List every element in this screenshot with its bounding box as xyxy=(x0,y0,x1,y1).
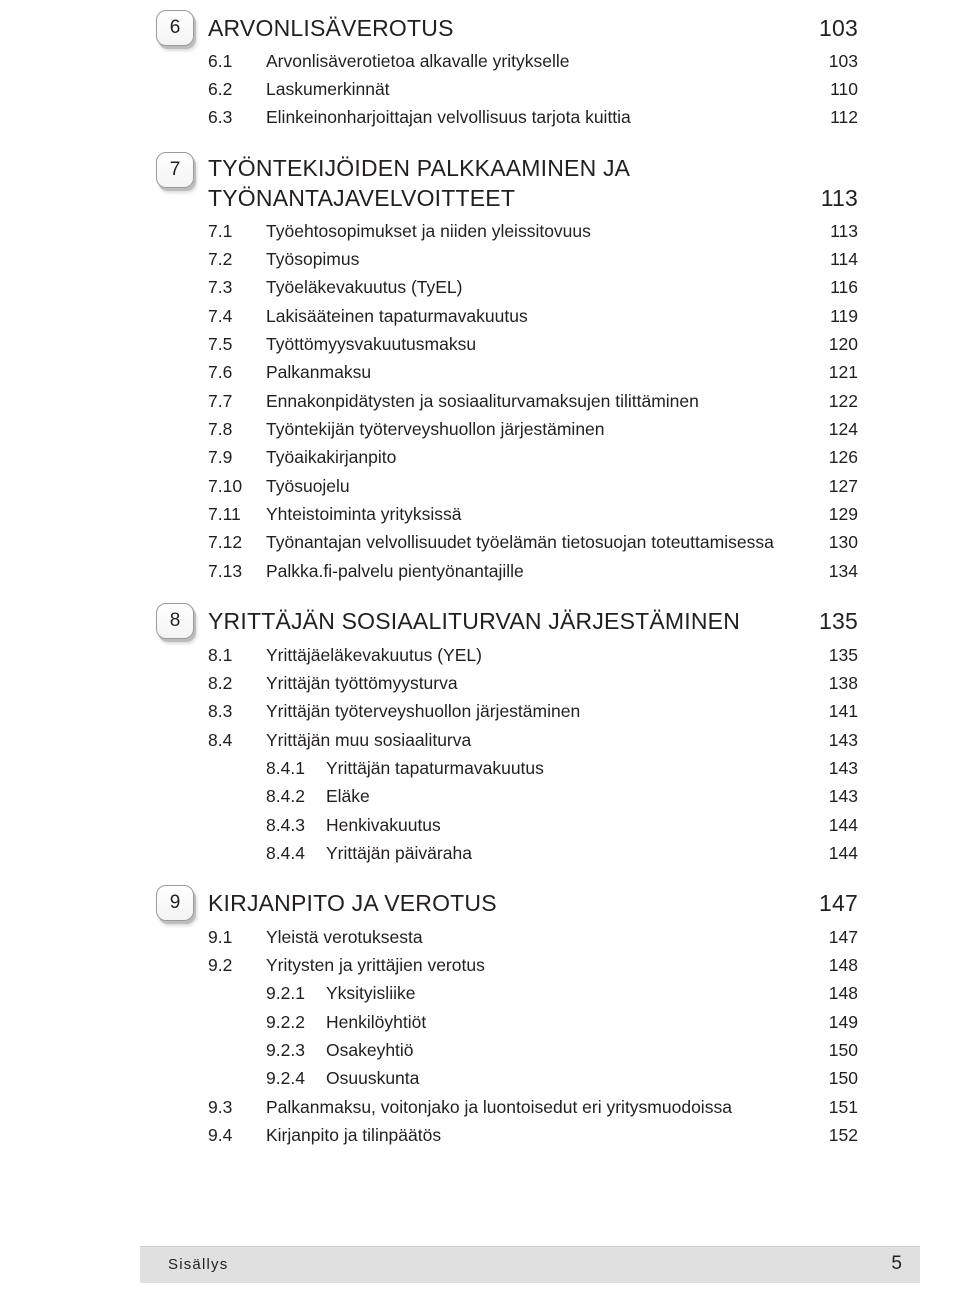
toc-entry[interactable] xyxy=(208,472,858,500)
toc-subentry[interactable] xyxy=(208,1008,858,1036)
toc-entry[interactable] xyxy=(208,47,858,75)
toc-entry[interactable] xyxy=(208,641,858,669)
chapter-page: 147 xyxy=(819,890,858,916)
toc-entry[interactable] xyxy=(208,103,858,131)
entry-title: Työeläkevakuutus (TyEL) xyxy=(266,277,463,297)
entry-page: 141 xyxy=(828,701,858,721)
toc-entry[interactable] xyxy=(208,923,858,951)
toc-entry[interactable] xyxy=(208,387,858,415)
toc-entry[interactable] xyxy=(208,528,858,556)
toc-entry[interactable] xyxy=(208,217,858,245)
entry-number: 7.10 xyxy=(208,476,243,496)
chapter-number-badge: 8 xyxy=(156,603,194,639)
entry-page: 112 xyxy=(830,107,858,127)
entry-page: 134 xyxy=(828,561,858,581)
entry-title: Työehtosopimukset ja niiden yleissitovuus xyxy=(266,221,591,241)
entry-title: Työttömyysvakuutusmaksu xyxy=(266,334,477,354)
toc-subentry[interactable] xyxy=(208,782,858,810)
entry-number: 7.4 xyxy=(208,306,233,326)
entry-title: Työsuojelu xyxy=(266,476,350,496)
entry-page: 143 xyxy=(828,758,858,778)
entry-number: 9.4 xyxy=(208,1125,233,1145)
toc-entry[interactable] xyxy=(208,245,858,273)
entry-number: 8.4.4 xyxy=(266,843,305,863)
entry-title: Palkka.fi-palvelu pientyönantajille xyxy=(266,561,524,581)
entry-title: Arvonlisäverotietoa alkavalle yritykselle xyxy=(266,51,570,71)
toc-entry[interactable] xyxy=(208,697,858,725)
entry-page: 151 xyxy=(828,1097,858,1117)
entry-number: 8.4.2 xyxy=(266,786,305,806)
chapter-page: 135 xyxy=(819,608,858,634)
entry-number: 7.3 xyxy=(208,277,233,297)
chapter-number-badge: 6 xyxy=(156,10,194,46)
toc-entry[interactable] xyxy=(208,415,858,443)
footer-section-label: Sisällys xyxy=(168,1256,229,1273)
entry-number: 8.4 xyxy=(208,730,233,750)
entry-page: 129 xyxy=(828,504,858,524)
toc-subentry[interactable] xyxy=(208,1036,858,1064)
entry-title: Yritysten ja yrittäjien verotus xyxy=(266,955,485,975)
chapter-number-badge: 9 xyxy=(156,885,194,921)
entry-page: 127 xyxy=(828,476,858,496)
footer-page-number: 5 xyxy=(891,1253,902,1274)
entry-number: 6.1 xyxy=(208,51,233,71)
entry-number: 7.12 xyxy=(208,532,243,552)
toc-entry[interactable] xyxy=(208,1121,858,1149)
entry-page: 143 xyxy=(828,730,858,750)
chapter-title: KIRJANPITO JA VEROTUS xyxy=(208,890,497,916)
entry-page: 119 xyxy=(830,306,858,326)
toc-entry[interactable] xyxy=(208,273,858,301)
entry-page: 149 xyxy=(828,1012,858,1032)
toc-entry[interactable] xyxy=(208,330,858,358)
entry-page: 148 xyxy=(828,955,858,975)
entry-page: 121 xyxy=(828,362,858,382)
entry-page: 144 xyxy=(828,843,858,863)
entry-number: 7.8 xyxy=(208,419,233,439)
entry-number: 7.7 xyxy=(208,391,233,411)
entry-page: 135 xyxy=(828,645,858,665)
toc-subentry[interactable] xyxy=(208,1064,858,1092)
entry-title: Palkanmaksu, voitonjako ja luontoisedut eri yritysmuodoissa xyxy=(266,1097,732,1117)
toc-entry[interactable] xyxy=(208,1093,858,1121)
entry-title: Palkanmaksu xyxy=(266,362,372,382)
toc-subentry[interactable] xyxy=(208,811,858,839)
entry-title: Yrittäjän työterveyshuollon järjestäminen xyxy=(266,701,581,721)
entry-title: Laskumerkinnät xyxy=(266,79,390,99)
entry-page: 113 xyxy=(830,221,858,241)
chapter-title: YRITTÄJÄN SOSIAALITURVAN JÄRJESTÄMINEN xyxy=(208,608,741,634)
entry-page: 150 xyxy=(828,1040,858,1060)
entry-page: 148 xyxy=(828,983,858,1003)
entry-page: 126 xyxy=(828,447,858,467)
chapter-title-line-2: TYÖNANTAJAVELVOITTEET xyxy=(208,185,516,211)
entry-title: Yrittäjän tapaturmavakuutus xyxy=(326,758,544,778)
entry-title: Osuuskunta xyxy=(326,1068,420,1088)
entry-title: Henkilöyhtiöt xyxy=(326,1012,427,1032)
entry-page: 124 xyxy=(828,419,858,439)
toc-entry[interactable] xyxy=(208,75,858,103)
chapter-number-badge: 7 xyxy=(156,152,194,188)
entry-number: 9.2.2 xyxy=(266,1012,305,1032)
toc-entry[interactable] xyxy=(208,669,858,697)
entry-number: 7.5 xyxy=(208,334,233,354)
entry-title: Ennakonpidätysten ja sosiaaliturvamaksujen tilittäminen xyxy=(266,391,699,411)
entry-page: 114 xyxy=(830,249,858,269)
entry-title: Yrittäjäeläkevakuutus (YEL) xyxy=(266,645,482,665)
entry-number: 8.4.1 xyxy=(266,758,305,778)
toc-entry[interactable] xyxy=(208,557,858,585)
toc-subentry[interactable] xyxy=(208,754,858,782)
toc-subentry[interactable] xyxy=(208,979,858,1007)
entry-number: 9.2.4 xyxy=(266,1068,305,1088)
entry-number: 9.2.1 xyxy=(266,983,305,1003)
entry-title: Osakeyhtiö xyxy=(326,1040,414,1060)
entry-number: 7.6 xyxy=(208,362,233,382)
entry-number: 9.2.3 xyxy=(266,1040,305,1060)
toc-entry[interactable] xyxy=(208,726,858,754)
entry-page: 110 xyxy=(830,79,858,99)
entry-title: Työntekijän työterveyshuollon järjestäminen xyxy=(266,419,605,439)
entry-number: 7.13 xyxy=(208,561,243,581)
toc-entry[interactable] xyxy=(208,358,858,386)
entry-title: Yrittäjän työttömyysturva xyxy=(266,673,458,693)
entry-title: Eläke xyxy=(326,786,370,806)
chapter-heading[interactable] xyxy=(208,606,858,636)
entry-number: 7.1 xyxy=(208,221,233,241)
entry-title: Elinkeinonharjoittajan velvollisuus tarjota kuittia xyxy=(266,107,631,127)
toc-entry[interactable] xyxy=(208,951,858,979)
entry-number: 6.3 xyxy=(208,107,233,127)
entry-page: 147 xyxy=(828,927,858,947)
toc-entry[interactable] xyxy=(208,302,858,330)
toc-subentry[interactable] xyxy=(208,839,858,867)
page-footer xyxy=(140,1246,920,1283)
entry-page: 103 xyxy=(828,51,858,71)
entry-title: Työaikakirjanpito xyxy=(266,447,397,467)
entry-number: 9.1 xyxy=(208,927,233,947)
entry-page: 152 xyxy=(828,1125,858,1145)
toc-entry[interactable] xyxy=(208,500,858,528)
entry-number: 8.4.3 xyxy=(266,815,305,835)
entry-page: 122 xyxy=(828,391,858,411)
chapter-page: 103 xyxy=(819,15,858,41)
entry-page: 130 xyxy=(828,532,858,552)
entry-page: 116 xyxy=(830,277,858,297)
entry-title: Yhteistoiminta yrityksissä xyxy=(266,504,462,524)
chapter-page: 113 xyxy=(820,185,858,211)
entry-number: 8.1 xyxy=(208,645,233,665)
chapter-heading[interactable] xyxy=(208,888,858,918)
entry-title: Yrittäjän päiväraha xyxy=(326,843,472,863)
entry-title: Kirjanpito ja tilinpäätös xyxy=(266,1125,442,1145)
entry-title: Työsopimus xyxy=(266,249,360,269)
entry-number: 6.2 xyxy=(208,79,233,99)
entry-page: 144 xyxy=(828,815,858,835)
entry-title: Yrittäjän muu sosiaaliturva xyxy=(266,730,472,750)
entry-number: 7.11 xyxy=(208,504,241,524)
entry-title: Työnantajan velvollisuudet työelämän tietosuojan toteuttamisessa xyxy=(266,532,774,552)
entry-number: 7.9 xyxy=(208,447,233,467)
entry-page: 143 xyxy=(828,786,858,806)
chapter-title: ARVONLISÄVEROTUS xyxy=(208,15,454,41)
entry-number: 9.2 xyxy=(208,955,233,975)
entry-title: Yksityisliike xyxy=(326,983,416,1003)
entry-page: 138 xyxy=(828,673,858,693)
toc-entry[interactable] xyxy=(208,443,858,471)
chapter-heading[interactable] xyxy=(208,153,858,213)
entry-number: 7.2 xyxy=(208,249,233,269)
entry-number: 9.3 xyxy=(208,1097,233,1117)
entry-page: 120 xyxy=(828,334,858,354)
entry-number: 8.3 xyxy=(208,701,233,721)
entry-title: Yleistä verotuksesta xyxy=(266,927,423,947)
entry-number: 8.2 xyxy=(208,673,233,693)
entry-title: Henkivakuutus xyxy=(326,815,441,835)
chapter-title-line-1: TYÖNTEKIJÖIDEN PALKKAAMINEN JA xyxy=(208,155,631,181)
entry-title: Lakisääteinen tapaturmavakuutus xyxy=(266,306,528,326)
chapter-heading[interactable] xyxy=(208,13,858,43)
entry-page: 150 xyxy=(828,1068,858,1088)
